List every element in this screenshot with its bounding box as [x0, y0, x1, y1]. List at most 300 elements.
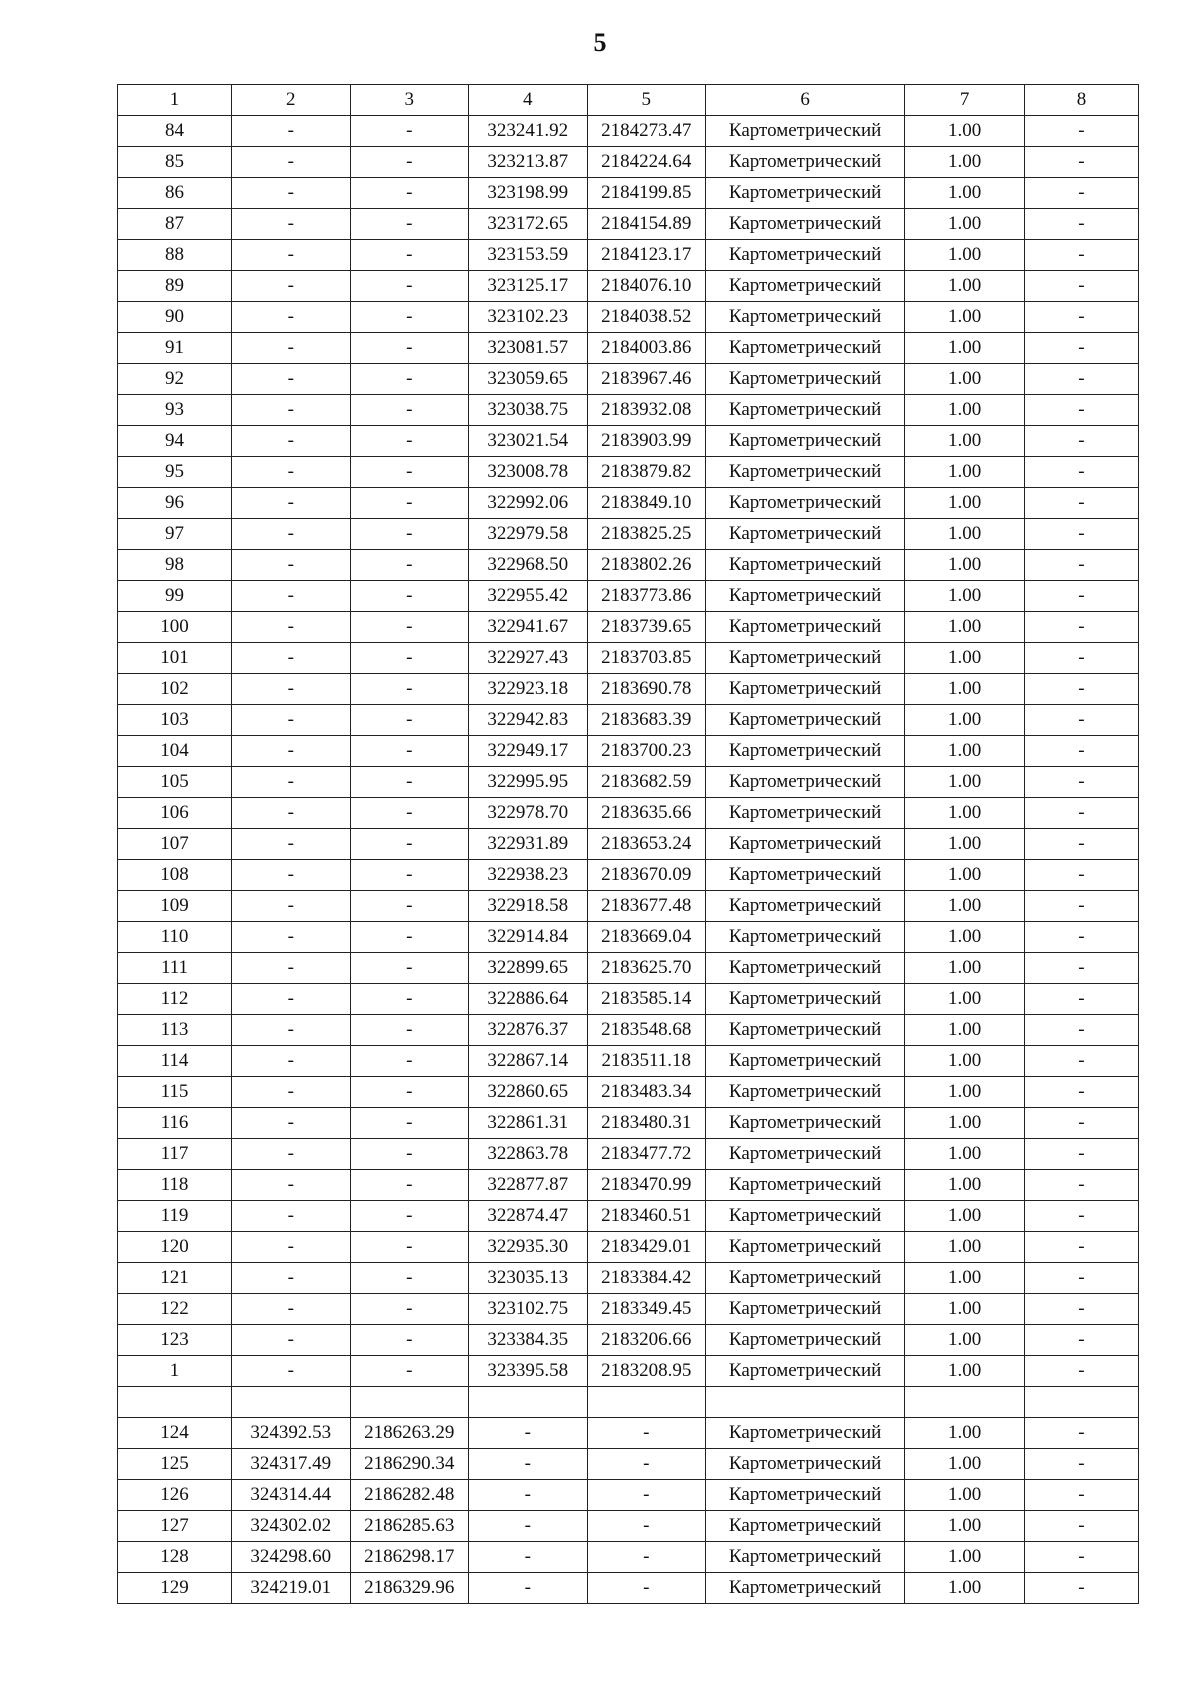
table-cell: -: [232, 922, 350, 953]
table-cell: 101: [118, 643, 232, 674]
table-cell: 324392.53: [232, 1418, 350, 1449]
table-cell: -: [350, 395, 468, 426]
table-cell: -: [350, 1294, 468, 1325]
table-cell: -: [350, 984, 468, 1015]
table-row: [118, 674, 1139, 705]
table-cell: -: [1024, 116, 1138, 147]
table-row: [118, 519, 1139, 550]
table-cell: 1.00: [905, 364, 1025, 395]
table-cell: -: [1024, 984, 1138, 1015]
table-row: [118, 1356, 1139, 1387]
table-cell: 2183625.70: [587, 953, 705, 984]
table-cell: -: [350, 1325, 468, 1356]
table-cell: -: [232, 612, 350, 643]
table-cell: -: [232, 1325, 350, 1356]
table-cell: 1.00: [905, 1170, 1025, 1201]
table-cell: -: [1024, 209, 1138, 240]
table-row: [118, 953, 1139, 984]
table-cell: 1.00: [905, 426, 1025, 457]
table-cell: 322899.65: [469, 953, 587, 984]
table-cell: 2183511.18: [587, 1046, 705, 1077]
table-cell: 88: [118, 240, 232, 271]
column-header: 4: [469, 85, 587, 116]
table-cell: -: [350, 116, 468, 147]
table-cell: 2184076.10: [587, 271, 705, 302]
table-row: [118, 1263, 1139, 1294]
table-cell: 102: [118, 674, 232, 705]
table-row: [118, 550, 1139, 581]
table-cell: 2184154.89: [587, 209, 705, 240]
table-cell: 2183825.25: [587, 519, 705, 550]
table-cell: 1.00: [905, 457, 1025, 488]
table-cell: -: [232, 798, 350, 829]
table-cell: 2184038.52: [587, 302, 705, 333]
table-cell: -: [350, 736, 468, 767]
table-cell: 322918.58: [469, 891, 587, 922]
table-cell: Картометрический: [705, 271, 904, 302]
table-cell: 123: [118, 1325, 232, 1356]
table-cell: Картометрический: [705, 147, 904, 178]
table-cell: 1.00: [905, 302, 1025, 333]
table-cell: 1.00: [905, 674, 1025, 705]
table-cell: 112: [118, 984, 232, 1015]
table-cell: -: [350, 1170, 468, 1201]
table-body: [118, 85, 1139, 1604]
table-cell: 2183653.24: [587, 829, 705, 860]
table-cell: -: [1024, 1480, 1138, 1511]
table-cell: 322863.78: [469, 1139, 587, 1170]
table-cell: 2186298.17: [350, 1542, 468, 1573]
table-cell: -: [350, 674, 468, 705]
table-row: [118, 1449, 1139, 1480]
table-cell: 2183932.08: [587, 395, 705, 426]
table-cell: 86: [118, 178, 232, 209]
table-cell: 103: [118, 705, 232, 736]
table-cell: 323241.92: [469, 116, 587, 147]
table-cell: 1.00: [905, 1201, 1025, 1232]
table-row: [118, 1511, 1139, 1542]
table-cell: 322992.06: [469, 488, 587, 519]
table-cell: Картометрический: [705, 1542, 904, 1573]
table-cell: 128: [118, 1542, 232, 1573]
table-cell: [587, 1387, 705, 1418]
table-cell: -: [1024, 705, 1138, 736]
table-row: [118, 240, 1139, 271]
table-cell: -: [1024, 1325, 1138, 1356]
table-cell: 323035.13: [469, 1263, 587, 1294]
table-cell: Картометрический: [705, 829, 904, 860]
table-cell: 110: [118, 922, 232, 953]
table-cell: 108: [118, 860, 232, 891]
table-cell: 122: [118, 1294, 232, 1325]
table-cell: -: [1024, 860, 1138, 891]
table-cell: 1.00: [905, 581, 1025, 612]
table-row: [118, 1480, 1139, 1511]
table-cell: 324314.44: [232, 1480, 350, 1511]
table-cell: Картометрический: [705, 240, 904, 271]
table-cell: Картометрический: [705, 891, 904, 922]
table-cell: Картометрический: [705, 1046, 904, 1077]
table-row: [118, 147, 1139, 178]
table-cell: Картометрический: [705, 1573, 904, 1604]
table-cell: Картометрический: [705, 798, 904, 829]
table-cell: 2183700.23: [587, 736, 705, 767]
table-cell: -: [350, 550, 468, 581]
table-cell: -: [1024, 1418, 1138, 1449]
table-row: [118, 488, 1139, 519]
table-cell: Картометрический: [705, 550, 904, 581]
table-cell: -: [350, 922, 468, 953]
table-cell: Картометрический: [705, 178, 904, 209]
table-cell: Картометрический: [705, 519, 904, 550]
table-cell: 322860.65: [469, 1077, 587, 1108]
column-header: 1: [118, 85, 232, 116]
table-cell: Картометрический: [705, 1015, 904, 1046]
table-cell: 105: [118, 767, 232, 798]
table-cell: Картометрический: [705, 1232, 904, 1263]
table-row: [118, 643, 1139, 674]
table-cell: 2183206.66: [587, 1325, 705, 1356]
table-cell: -: [232, 550, 350, 581]
table-cell: -: [1024, 1511, 1138, 1542]
table-cell: -: [232, 1263, 350, 1294]
table-cell: -: [232, 209, 350, 240]
table-cell: 99: [118, 581, 232, 612]
page-number: 5: [593, 28, 607, 57]
table-cell: -: [1024, 333, 1138, 364]
table-cell: -: [350, 705, 468, 736]
table-row: [118, 1015, 1139, 1046]
table-cell: 1.00: [905, 798, 1025, 829]
table-cell: 1.00: [905, 116, 1025, 147]
table-cell: 2186290.34: [350, 1449, 468, 1480]
table-cell: 119: [118, 1201, 232, 1232]
table-cell: 1.00: [905, 612, 1025, 643]
table-row: [118, 798, 1139, 829]
table-cell: 2183470.99: [587, 1170, 705, 1201]
table-cell: Картометрический: [705, 674, 904, 705]
table-cell: Картометрический: [705, 1418, 904, 1449]
table-cell: 111: [118, 953, 232, 984]
table-cell: 1.00: [905, 271, 1025, 302]
table-row: [118, 581, 1139, 612]
table-cell: 2183879.82: [587, 457, 705, 488]
table-cell: 127: [118, 1511, 232, 1542]
table-cell: Картометрический: [705, 1511, 904, 1542]
table-row: [118, 1418, 1139, 1449]
table-cell: -: [587, 1480, 705, 1511]
table-row: [118, 891, 1139, 922]
table-cell: -: [350, 457, 468, 488]
table-cell: -: [232, 178, 350, 209]
table-cell: 126: [118, 1480, 232, 1511]
table-cell: Картометрический: [705, 364, 904, 395]
table-cell: 113: [118, 1015, 232, 1046]
table-cell: -: [587, 1573, 705, 1604]
table-cell: -: [1024, 736, 1138, 767]
table-cell: -: [350, 302, 468, 333]
table-cell: 100: [118, 612, 232, 643]
table-cell: -: [1024, 395, 1138, 426]
table-cell: -: [350, 1232, 468, 1263]
table-cell: 117: [118, 1139, 232, 1170]
table-cell: -: [1024, 581, 1138, 612]
table-cell: 323081.57: [469, 333, 587, 364]
table-cell: 1.00: [905, 1139, 1025, 1170]
table-row: [118, 767, 1139, 798]
table-cell: 1.00: [905, 1263, 1025, 1294]
table-cell: -: [232, 1232, 350, 1263]
table-cell: Картометрический: [705, 1480, 904, 1511]
table-cell: 2186263.29: [350, 1418, 468, 1449]
table-cell: -: [469, 1449, 587, 1480]
table-row: [118, 1232, 1139, 1263]
table-cell: -: [232, 736, 350, 767]
table-cell: Картометрический: [705, 426, 904, 457]
table-cell: 1.00: [905, 1542, 1025, 1573]
table-cell: Картометрический: [705, 953, 904, 984]
table-cell: -: [1024, 1139, 1138, 1170]
column-header: 8: [1024, 85, 1138, 116]
table-cell: 323102.23: [469, 302, 587, 333]
table-row: [118, 1294, 1139, 1325]
table-cell: -: [350, 953, 468, 984]
table-cell: -: [1024, 1108, 1138, 1139]
table-cell: [469, 1387, 587, 1418]
table-cell: 322877.87: [469, 1170, 587, 1201]
table-cell: 324219.01: [232, 1573, 350, 1604]
table-cell: 324317.49: [232, 1449, 350, 1480]
table-cell: -: [350, 612, 468, 643]
table-cell: -: [1024, 1201, 1138, 1232]
table-cell: Картометрический: [705, 643, 904, 674]
table-cell: -: [350, 240, 468, 271]
table-cell: -: [232, 829, 350, 860]
table-cell: 322927.43: [469, 643, 587, 674]
table-cell: -: [232, 891, 350, 922]
table-cell: 2186282.48: [350, 1480, 468, 1511]
table-cell: -: [232, 116, 350, 147]
table-row: [118, 271, 1139, 302]
table-row: [118, 178, 1139, 209]
table-cell: 2183703.85: [587, 643, 705, 674]
table-cell: 323395.58: [469, 1356, 587, 1387]
table-cell: 2183480.31: [587, 1108, 705, 1139]
table-cell: -: [232, 1201, 350, 1232]
table-cell: -: [1024, 519, 1138, 550]
table-cell: Картометрический: [705, 612, 904, 643]
table-cell: 115: [118, 1077, 232, 1108]
table-cell: -: [232, 240, 350, 271]
table-cell: 323021.54: [469, 426, 587, 457]
table-row: [118, 1542, 1139, 1573]
table-cell: 322941.67: [469, 612, 587, 643]
table-cell: 2183460.51: [587, 1201, 705, 1232]
table-cell: 324298.60: [232, 1542, 350, 1573]
table-row: [118, 1108, 1139, 1139]
table-cell: 1.00: [905, 860, 1025, 891]
table-cell: 87: [118, 209, 232, 240]
table-row: [118, 457, 1139, 488]
table-cell: Картометрический: [705, 860, 904, 891]
table-cell: 1.00: [905, 1015, 1025, 1046]
table-row: [118, 395, 1139, 426]
coordinates-table: [117, 84, 1139, 1604]
table-row: [118, 1139, 1139, 1170]
table-row: [118, 116, 1139, 147]
table-cell: -: [1024, 612, 1138, 643]
table-cell: Картометрический: [705, 984, 904, 1015]
table-row: [118, 1387, 1139, 1418]
table-cell: -: [350, 1046, 468, 1077]
table-row: [118, 1325, 1139, 1356]
table-cell: 1.00: [905, 1356, 1025, 1387]
table-cell: 84: [118, 116, 232, 147]
table-cell: 1.00: [905, 240, 1025, 271]
table-cell: 121: [118, 1263, 232, 1294]
table-cell: 1.00: [905, 1480, 1025, 1511]
table-cell: [905, 1387, 1025, 1418]
table-cell: -: [1024, 1542, 1138, 1573]
table-cell: 107: [118, 829, 232, 860]
table-cell: 104: [118, 736, 232, 767]
table-cell: 322935.30: [469, 1232, 587, 1263]
table-cell: 2183683.39: [587, 705, 705, 736]
table-cell: 322914.84: [469, 922, 587, 953]
table-cell: -: [350, 829, 468, 860]
table-cell: 1.00: [905, 333, 1025, 364]
table-cell: 323038.75: [469, 395, 587, 426]
table-cell: -: [350, 147, 468, 178]
table-cell: 322968.50: [469, 550, 587, 581]
table-cell: 95: [118, 457, 232, 488]
table-cell: -: [232, 860, 350, 891]
table-cell: 1.00: [905, 1046, 1025, 1077]
table-cell: -: [469, 1511, 587, 1542]
column-header: 3: [350, 85, 468, 116]
table-cell: 1.00: [905, 209, 1025, 240]
table-cell: 2186329.96: [350, 1573, 468, 1604]
table-cell: -: [350, 581, 468, 612]
table-cell: 2183849.10: [587, 488, 705, 519]
table-cell: -: [1024, 767, 1138, 798]
table-cell: -: [587, 1449, 705, 1480]
table-row: [118, 1077, 1139, 1108]
table-cell: Картометрический: [705, 705, 904, 736]
table-cell: -: [1024, 1356, 1138, 1387]
table-cell: 323198.99: [469, 178, 587, 209]
table-cell: 97: [118, 519, 232, 550]
table-row: [118, 333, 1139, 364]
table-cell: 322995.95: [469, 767, 587, 798]
table-cell: 2184273.47: [587, 116, 705, 147]
table-cell: 2183208.95: [587, 1356, 705, 1387]
table-cell: 1.00: [905, 1511, 1025, 1542]
table-cell: 1.00: [905, 1232, 1025, 1263]
table-cell: -: [232, 333, 350, 364]
table-cell: -: [1024, 891, 1138, 922]
table-cell: Картометрический: [705, 302, 904, 333]
table-cell: -: [1024, 922, 1138, 953]
table-cell: Картометрический: [705, 1263, 904, 1294]
table-cell: -: [1024, 1046, 1138, 1077]
table-cell: -: [1024, 953, 1138, 984]
table-row: [118, 984, 1139, 1015]
table-cell: 2184224.64: [587, 147, 705, 178]
table-cell: 2183585.14: [587, 984, 705, 1015]
table-cell: 1.00: [905, 147, 1025, 178]
table-cell: -: [1024, 147, 1138, 178]
table-cell: 1.00: [905, 395, 1025, 426]
table-cell: 1.00: [905, 953, 1025, 984]
column-header: 7: [905, 85, 1025, 116]
table-cell: -: [1024, 426, 1138, 457]
table-cell: 1.00: [905, 1294, 1025, 1325]
table-cell: 2183483.34: [587, 1077, 705, 1108]
table-cell: Картометрический: [705, 767, 904, 798]
table-cell: -: [232, 1015, 350, 1046]
table-cell: 2183477.72: [587, 1139, 705, 1170]
table-cell: -: [232, 674, 350, 705]
table-cell: 1.00: [905, 1573, 1025, 1604]
table-cell: 1.00: [905, 643, 1025, 674]
table-cell: -: [1024, 1449, 1138, 1480]
table-cell: -: [350, 1108, 468, 1139]
table-cell: 322955.42: [469, 581, 587, 612]
table-cell: 1.00: [905, 891, 1025, 922]
table-cell: -: [232, 1108, 350, 1139]
table-cell: 1.00: [905, 519, 1025, 550]
table-cell: 1.00: [905, 1325, 1025, 1356]
table-cell: 94: [118, 426, 232, 457]
table-cell: 1.00: [905, 178, 1025, 209]
table-cell: -: [350, 1356, 468, 1387]
table-cell: Картометрический: [705, 1294, 904, 1325]
table-cell: 1: [118, 1356, 232, 1387]
table-cell: [232, 1387, 350, 1418]
table-cell: -: [232, 488, 350, 519]
table-row: [118, 1201, 1139, 1232]
table-cell: 323102.75: [469, 1294, 587, 1325]
table-cell: -: [1024, 271, 1138, 302]
table-cell: 85: [118, 147, 232, 178]
table-cell: 322978.70: [469, 798, 587, 829]
table-cell: -: [232, 643, 350, 674]
table-cell: Картометрический: [705, 1325, 904, 1356]
table-cell: 109: [118, 891, 232, 922]
table-row: [118, 736, 1139, 767]
table-cell: -: [1024, 1573, 1138, 1604]
table-cell: 1.00: [905, 829, 1025, 860]
table-cell: Картометрический: [705, 1356, 904, 1387]
table-cell: Картометрический: [705, 395, 904, 426]
table-cell: 323384.35: [469, 1325, 587, 1356]
table-cell: 1.00: [905, 984, 1025, 1015]
table-cell: 324302.02: [232, 1511, 350, 1542]
table-row: [118, 829, 1139, 860]
table-cell: 129: [118, 1573, 232, 1604]
table-cell: -: [350, 333, 468, 364]
column-header: 6: [705, 85, 904, 116]
table-cell: -: [1024, 178, 1138, 209]
table-cell: 323059.65: [469, 364, 587, 395]
table-cell: 322876.37: [469, 1015, 587, 1046]
table-cell: -: [232, 302, 350, 333]
table-cell: 2183773.86: [587, 581, 705, 612]
table-cell: -: [350, 519, 468, 550]
table-cell: -: [232, 1046, 350, 1077]
table-cell: -: [350, 364, 468, 395]
